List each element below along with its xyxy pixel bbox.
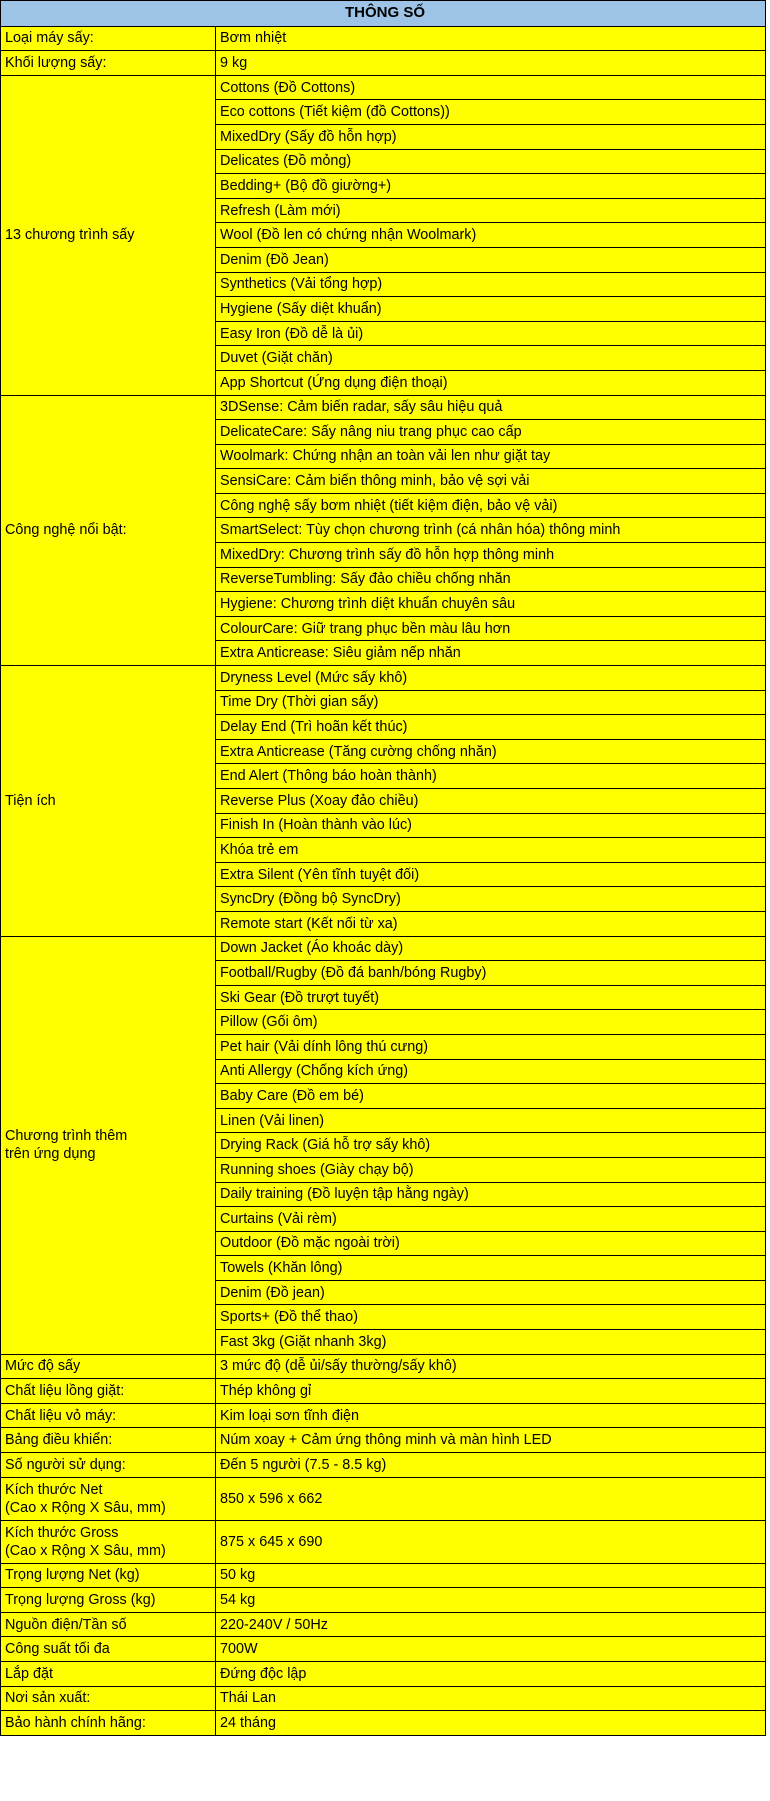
spec-value: Extra Anticrease (Tăng cường chống nhăn) xyxy=(216,739,766,764)
spec-label: Công suất tối đa xyxy=(1,1637,216,1662)
spec-table-body xyxy=(1,1,766,1736)
header-row xyxy=(1,1,766,27)
table-row xyxy=(1,666,766,691)
spec-value: ReverseTumbling: Sấy đảo chiều chống nhăn xyxy=(216,567,766,592)
spec-value: Baby Care (Đồ em bé) xyxy=(216,1084,766,1109)
spec-value: Delicates (Đồ mỏng) xyxy=(216,149,766,174)
table-row xyxy=(1,75,766,100)
table-row xyxy=(1,1477,766,1520)
spec-label: Khối lượng sấy: xyxy=(1,51,216,76)
spec-label: Nơi sản xuất: xyxy=(1,1686,216,1711)
spec-value: 24 tháng xyxy=(216,1711,766,1736)
spec-value: 875 x 645 x 690 xyxy=(216,1520,766,1563)
spec-value: SensiCare: Cảm biến thông minh, bảo vệ sợi vải xyxy=(216,469,766,494)
table-title: THÔNG SỐ xyxy=(1,1,766,27)
spec-value: Towels (Khăn lông) xyxy=(216,1256,766,1281)
spec-value: Sports+ (Đồ thể thao) xyxy=(216,1305,766,1330)
spec-value: Eco cottons (Tiết kiệm (đồ Cottons)) xyxy=(216,100,766,125)
spec-value: 3 mức độ (dễ ủi/sấy thường/sấy khô) xyxy=(216,1354,766,1379)
table-row xyxy=(1,1711,766,1736)
spec-value: 850 x 596 x 662 xyxy=(216,1477,766,1520)
spec-label: Trọng lượng Gross (kg) xyxy=(1,1588,216,1613)
spec-value: SmartSelect: Tùy chọn chương trình (cá nhân hóa) thông minh xyxy=(216,518,766,543)
spec-value: Núm xoay + Cảm ứng thông minh và màn hình LED xyxy=(216,1428,766,1453)
table-row xyxy=(1,1453,766,1478)
spec-value: Woolmark: Chứng nhận an toàn vải len như giặt tay xyxy=(216,444,766,469)
spec-label: Kích thước Gross (Cao x Rộng X Sâu, mm) xyxy=(1,1520,216,1563)
spec-value: 700W xyxy=(216,1637,766,1662)
table-row xyxy=(1,1612,766,1637)
spec-label: Số người sử dụng: xyxy=(1,1453,216,1478)
spec-value: Remote start (Kết nối từ xa) xyxy=(216,911,766,936)
spec-value: Hygiene: Chương trình diệt khuẩn chuyên sâu xyxy=(216,592,766,617)
spec-value: Easy Iron (Đồ dễ là ủi) xyxy=(216,321,766,346)
spec-value: Drying Rack (Giá hỗ trợ sấy khô) xyxy=(216,1133,766,1158)
spec-value: ColourCare: Giữ trang phục bền màu lâu hơn xyxy=(216,616,766,641)
spec-value: DelicateCare: Sấy nâng niu trang phục cao cấp xyxy=(216,420,766,445)
spec-value: App Shortcut (Ứng dụng điện thoại) xyxy=(216,370,766,395)
spec-value: Pet hair (Vải dính lông thú cưng) xyxy=(216,1034,766,1059)
table-row xyxy=(1,1662,766,1687)
spec-label: Chất liệu lồng giặt: xyxy=(1,1379,216,1404)
spec-value: Pillow (Gối ôm) xyxy=(216,1010,766,1035)
spec-value: Thép không gỉ xyxy=(216,1379,766,1404)
spec-label: Công nghệ nổi bật: xyxy=(1,395,216,666)
table-row xyxy=(1,395,766,420)
spec-value: Bơm nhiệt xyxy=(216,26,766,51)
table-row xyxy=(1,1637,766,1662)
spec-value: Denim (Đồ jean) xyxy=(216,1280,766,1305)
spec-label: Chương trình thêm trên ứng dụng xyxy=(1,936,216,1354)
table-row xyxy=(1,26,766,51)
spec-value: Outdoor (Đồ mặc ngoài trời) xyxy=(216,1231,766,1256)
spec-value: Denim (Đồ Jean) xyxy=(216,247,766,272)
spec-value: 9 kg xyxy=(216,51,766,76)
spec-label: Trọng lượng Net (kg) xyxy=(1,1563,216,1588)
spec-value: Curtains (Vải rèm) xyxy=(216,1207,766,1232)
spec-value: Hygiene (Sấy diệt khuẩn) xyxy=(216,297,766,322)
spec-value: Đứng độc lập xyxy=(216,1662,766,1687)
spec-value: Extra Anticrease: Siêu giảm nếp nhăn xyxy=(216,641,766,666)
spec-value: 54 kg xyxy=(216,1588,766,1613)
spec-value: Delay End (Trì hoãn kết thúc) xyxy=(216,715,766,740)
table-row xyxy=(1,1428,766,1453)
spec-label: Mức độ sấy xyxy=(1,1354,216,1379)
spec-value: Anti Allergy (Chống kích ứng) xyxy=(216,1059,766,1084)
spec-value: MixedDry: Chương trình sấy đồ hỗn hợp thông minh xyxy=(216,543,766,568)
spec-value: Down Jacket (Áo khoác dày) xyxy=(216,936,766,961)
spec-value: Kim loại sơn tĩnh điện xyxy=(216,1403,766,1428)
spec-label: Bảng điều khiển: xyxy=(1,1428,216,1453)
spec-value: 3DSense: Cảm biến radar, sấy sâu hiệu quả xyxy=(216,395,766,420)
spec-value: Time Dry (Thời gian sấy) xyxy=(216,690,766,715)
spec-value: Thái Lan xyxy=(216,1686,766,1711)
spec-value: Football/Rugby (Đồ đá banh/bóng Rugby) xyxy=(216,961,766,986)
spec-value: Fast 3kg (Giặt nhanh 3kg) xyxy=(216,1330,766,1355)
table-row xyxy=(1,1520,766,1563)
spec-value: Đến 5 người (7.5 - 8.5 kg) xyxy=(216,1453,766,1478)
spec-value: MixedDry (Sấy đồ hỗn hợp) xyxy=(216,124,766,149)
spec-value: Wool (Đồ len có chứng nhận Woolmark) xyxy=(216,223,766,248)
spec-value: Daily training (Đồ luyện tập hằng ngày) xyxy=(216,1182,766,1207)
spec-value: Cottons (Đồ Cottons) xyxy=(216,75,766,100)
spec-label: Loại máy sấy: xyxy=(1,26,216,51)
spec-label: 13 chương trình sấy xyxy=(1,75,216,395)
spec-value: Công nghệ sấy bơm nhiệt (tiết kiệm điện, bảo vệ vải) xyxy=(216,493,766,518)
spec-label: Kích thước Net (Cao x Rộng X Sâu, mm) xyxy=(1,1477,216,1520)
spec-value: End Alert (Thông báo hoàn thành) xyxy=(216,764,766,789)
spec-label: Bảo hành chính hãng: xyxy=(1,1711,216,1736)
spec-value: Bedding+ (Bộ đồ giường+) xyxy=(216,174,766,199)
table-row xyxy=(1,1588,766,1613)
spec-value: Reverse Plus (Xoay đảo chiều) xyxy=(216,789,766,814)
table-row xyxy=(1,1403,766,1428)
spec-label: Tiện ích xyxy=(1,666,216,937)
table-row xyxy=(1,1686,766,1711)
spec-label: Lắp đặt xyxy=(1,1662,216,1687)
table-row xyxy=(1,1379,766,1404)
table-row xyxy=(1,51,766,76)
spec-value: Synthetics (Vải tổng hợp) xyxy=(216,272,766,297)
spec-value: Running shoes (Giày chạy bộ) xyxy=(216,1157,766,1182)
spec-value: Linen (Vải linen) xyxy=(216,1108,766,1133)
table-row xyxy=(1,936,766,961)
spec-value: 220-240V / 50Hz xyxy=(216,1612,766,1637)
spec-value: 50 kg xyxy=(216,1563,766,1588)
spec-label: Chất liệu vỏ máy: xyxy=(1,1403,216,1428)
spec-value: Extra Silent (Yên tĩnh tuyệt đối) xyxy=(216,862,766,887)
spec-value: Refresh (Làm mới) xyxy=(216,198,766,223)
spec-label: Nguồn điện/Tần số xyxy=(1,1612,216,1637)
spec-value: Khóa trẻ em xyxy=(216,838,766,863)
spec-value: Duvet (Giặt chăn) xyxy=(216,346,766,371)
spec-value: Finish In (Hoàn thành vào lúc) xyxy=(216,813,766,838)
table-row xyxy=(1,1354,766,1379)
table-row xyxy=(1,1563,766,1588)
spec-value: Ski Gear (Đồ trượt tuyết) xyxy=(216,985,766,1010)
spec-value: SyncDry (Đồng bộ SyncDry) xyxy=(216,887,766,912)
spec-value: Dryness Level (Mức sấy khô) xyxy=(216,666,766,691)
